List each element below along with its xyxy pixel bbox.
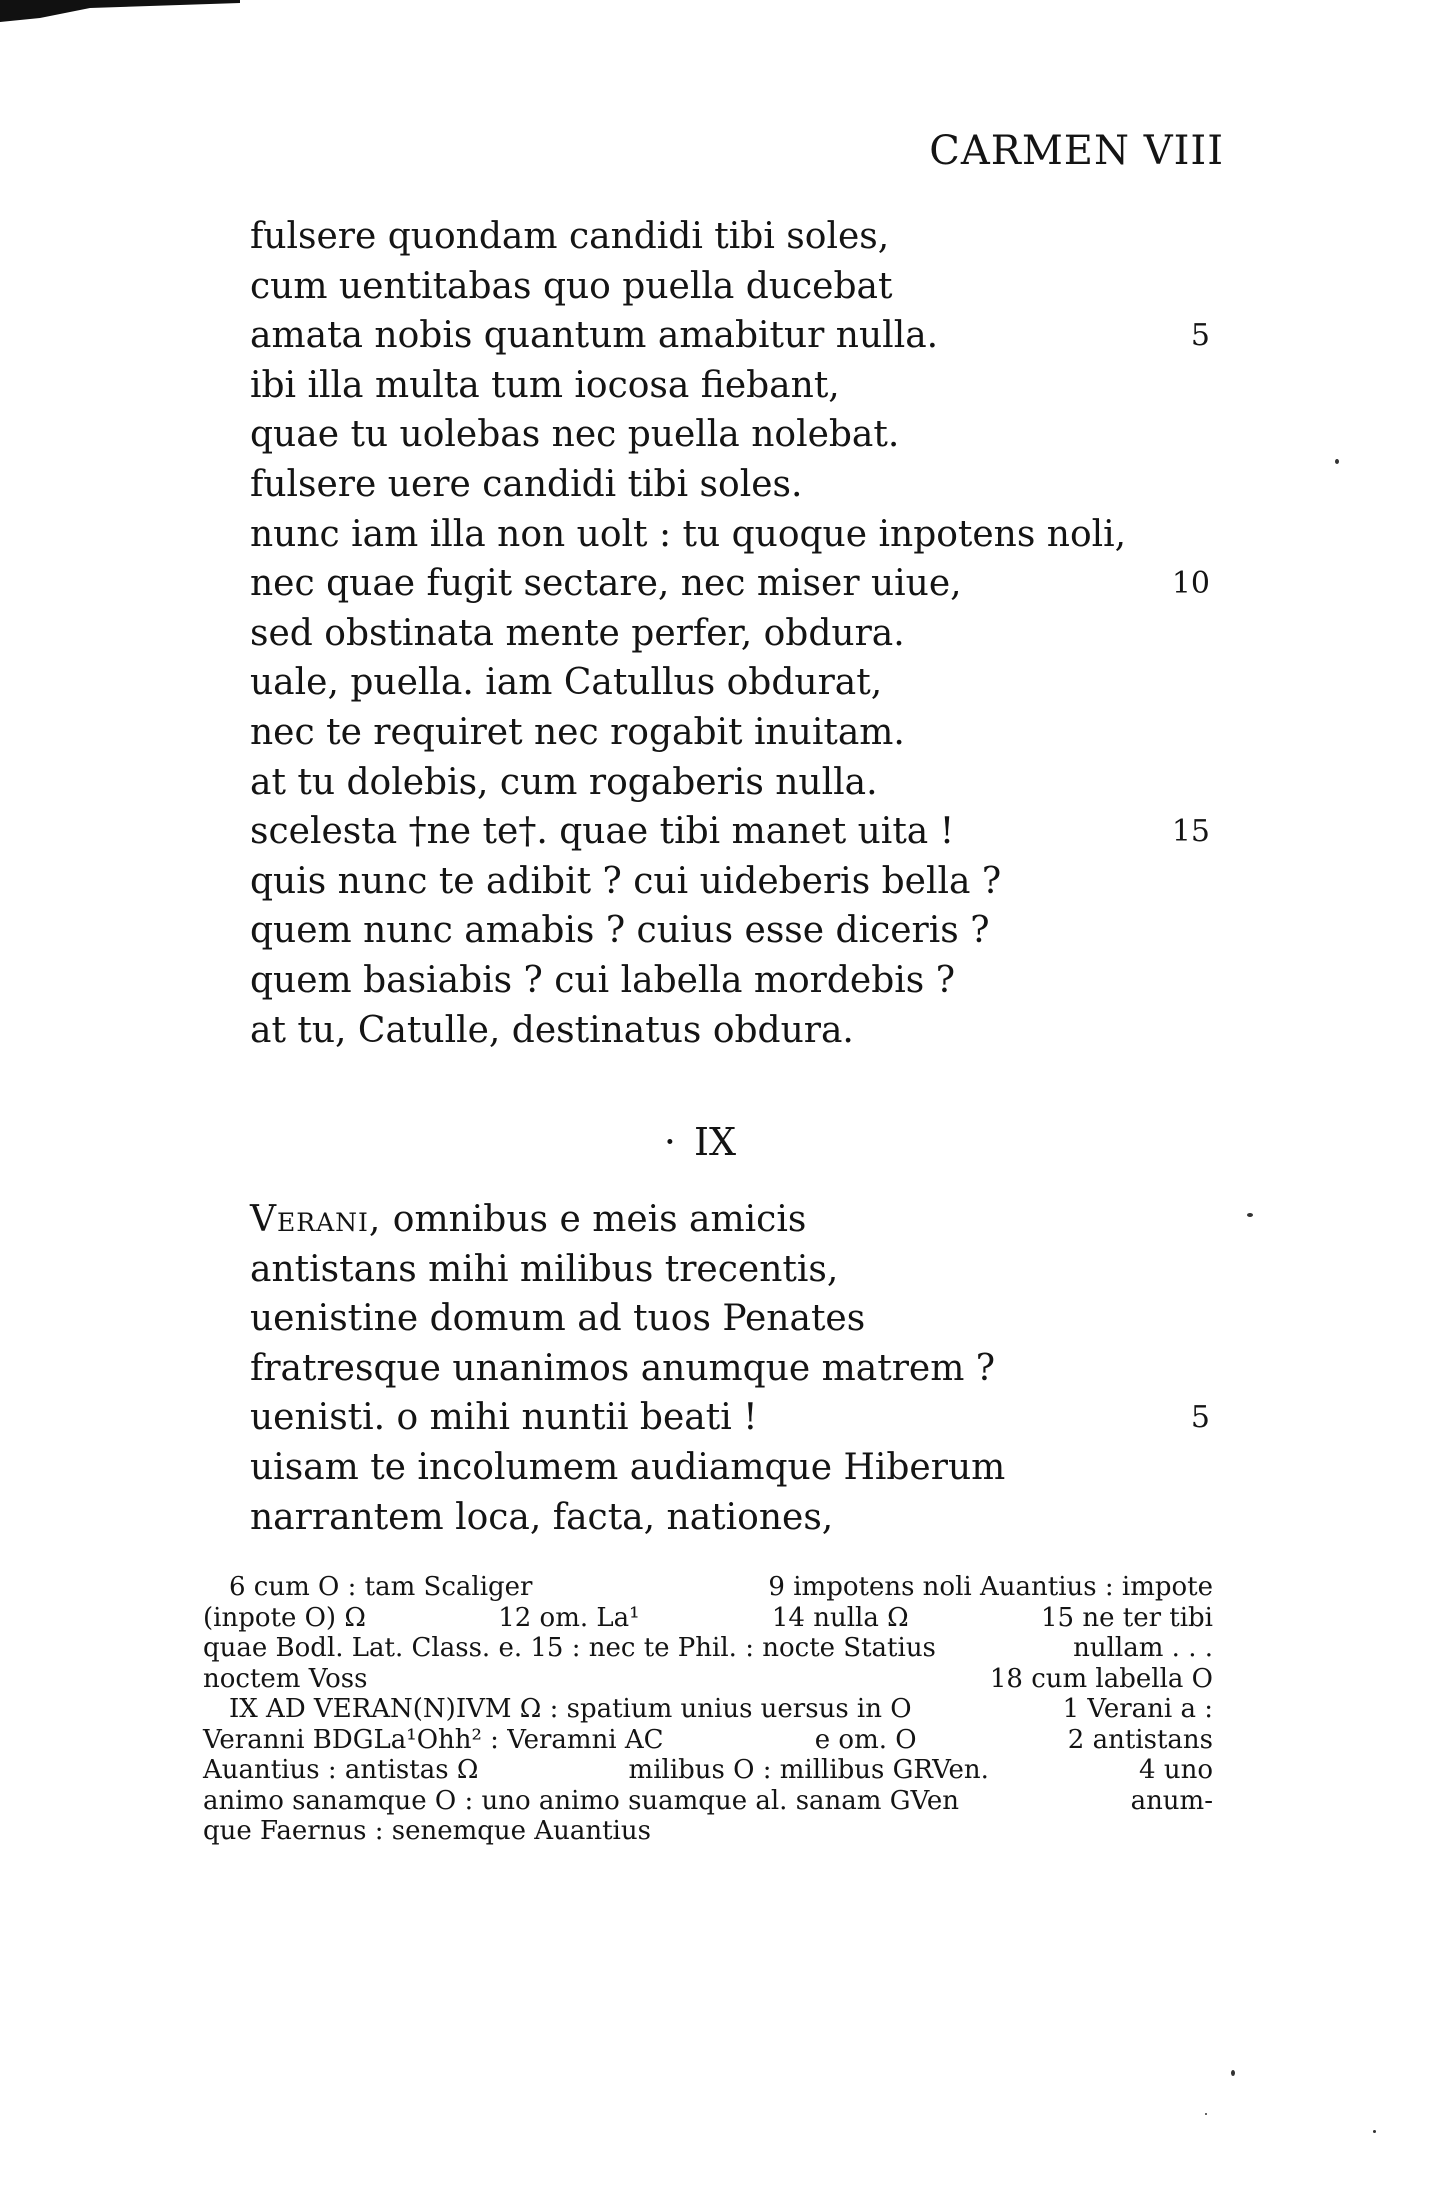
poem-heading-ix: [0, 1120, 1400, 1164]
apparatus-entry: 4 uno: [1139, 1755, 1213, 1785]
verse-line: [250, 262, 1210, 312]
verse-text: amata nobis quantum amabitur nulla.: [250, 315, 939, 357]
first-line-rest: omnibus e meis amicis: [392, 1199, 807, 1240]
verse-line: [250, 510, 1210, 560]
verse-text: quem nunc amabis ? cuius esse diceris ?: [250, 910, 990, 952]
verse-text: at tu dolebis, cum rogaberis nulla.: [250, 761, 878, 803]
verse-line: [250, 410, 1210, 460]
apparatus-entry: 18 cum labella O: [989, 1663, 1213, 1694]
apparatus-line: [203, 1755, 1213, 1786]
apparatus-line: [203, 1633, 1213, 1664]
line-number: 5: [1190, 1400, 1210, 1436]
verse-text: ibi illa multa tum iocosa fiebant,: [250, 364, 840, 406]
verse-text: nunc iam illa non uolt : tu quoque inpotens noli,: [250, 513, 1127, 555]
verse-text: quis nunc te adibit ? cui uideberis bella ?: [250, 860, 1002, 902]
verse-line: [250, 1344, 1210, 1394]
apparatus-line: [203, 1694, 1213, 1725]
verse-line: [250, 609, 1210, 659]
apparatus-entry: que Faernus : senemque Auantius: [203, 1816, 651, 1846]
scan-speck: [1335, 459, 1339, 464]
line-number: 15: [1171, 814, 1210, 850]
apparatus-line: [203, 1786, 1213, 1817]
verse-text: sed obstinata mente perfer, obdura.: [250, 612, 905, 654]
verse-line: [250, 1493, 1210, 1543]
carmen-viii-verses: [250, 212, 1210, 1055]
apparatus-entry: noctem Voss: [203, 1663, 368, 1694]
apparatus-entry: 15 ne ter tibi: [1041, 1602, 1213, 1633]
verse-text: fratresque unanimos anumque matrem ?: [250, 1347, 996, 1389]
verse-line: [250, 1245, 1210, 1295]
verse-text: fulsere quondam candidi tibi soles,: [250, 216, 890, 257]
verse-line: [250, 559, 1210, 609]
apparatus-entry: (inpote O) Ω: [203, 1602, 366, 1633]
line-number: 10: [1171, 566, 1210, 602]
apparatus-entry: nullam . . .: [1073, 1633, 1213, 1663]
apparatus-entry: 2 antistans: [1067, 1724, 1213, 1755]
running-head: CARMEN VIII: [929, 128, 1224, 174]
verse-line: [250, 708, 1210, 758]
verse-line: [250, 1393, 1210, 1443]
verse-text: quem basiabis ? cui labella mordebis ?: [250, 959, 956, 1001]
verse-text: nec quae fugit sectare, nec miser uiue,: [250, 563, 962, 605]
verse-line: [250, 1195, 1210, 1245]
scan-speck: [1373, 2130, 1376, 2133]
verse-line: [250, 311, 1210, 361]
verse-line: [250, 1294, 1210, 1344]
scan-corner-mark: [0, 0, 240, 22]
verse-line: [250, 460, 1210, 510]
verse-text: fulsere uere candidi tibi soles.: [250, 463, 803, 505]
apparatus-entry: e om. O: [814, 1724, 917, 1755]
verse-line: [250, 361, 1210, 411]
apparatus-entry: milibus O : millibus GRVen.: [628, 1755, 989, 1785]
apparatus-entry: 6 cum O : tam Scaliger: [229, 1572, 533, 1602]
heading-numeral: IX: [694, 1120, 737, 1164]
verse-text: narrantem loca, facta, nationes,: [250, 1496, 834, 1538]
apparatus-line: [203, 1664, 1213, 1695]
heading-dot: ·: [663, 1120, 676, 1164]
apparatus-entry: IX AD VERAN(N)IVM Ω : spatium unius uersus in O: [229, 1694, 912, 1724]
verse-line: [250, 807, 1210, 857]
apparatus-entry: 1 Verani a :: [1062, 1694, 1213, 1724]
verse-line: [250, 1443, 1210, 1493]
first-word-small-caps: Verani,: [250, 1199, 382, 1240]
apparatus-line: [203, 1816, 1213, 1847]
apparatus-entry: 12 om. La¹: [498, 1602, 640, 1633]
verse-text: uenistine domum ad tuos Penates: [250, 1298, 866, 1340]
verse-line: [250, 658, 1210, 708]
apparatus-line: [203, 1572, 1213, 1603]
verse-line: [250, 212, 1210, 262]
apparatus-entry: anum-: [1130, 1785, 1213, 1816]
verse-text: at tu, Catulle, destinatus obdura.: [250, 1009, 854, 1051]
scan-speck: [1205, 2113, 1207, 2115]
verse-text: quae tu uolebas nec puella nolebat.: [250, 414, 900, 456]
apparatus-entry: 14 nulla Ω: [771, 1602, 909, 1633]
line-number: 5: [1190, 318, 1210, 354]
verse-text: uenisti. o mihi nuntii beati !: [250, 1397, 758, 1439]
verse-line: [250, 1006, 1210, 1056]
verse-line: [250, 758, 1210, 808]
verse-text: nec te requiret nec rogabit inuitam.: [250, 711, 905, 753]
apparatus-criticus: [203, 1572, 1213, 1847]
verse-text: cum uentitabas quo puella ducebat: [250, 265, 893, 307]
carmen-ix-verses: [250, 1195, 1210, 1542]
apparatus-entry: animo sanamque O : uno animo suamque al. sanam GVen: [203, 1785, 959, 1816]
verse-line: [250, 857, 1210, 907]
scan-speck: [1247, 1213, 1253, 1217]
apparatus-entry: quae Bodl. Lat. Class. e. 15 : nec te Phil. : nocte Statius: [203, 1633, 936, 1663]
apparatus-entry: Auantius : antistas Ω: [203, 1755, 479, 1785]
apparatus-entry: 9 impotens noli Auantius : impote: [768, 1572, 1213, 1602]
apparatus-line: [203, 1725, 1213, 1756]
verse-text: uale, puella. iam Catullus obdurat,: [250, 662, 883, 704]
verse-text: scelesta †ne te†. quae tibi manet uita !: [250, 811, 955, 853]
verse-text: uisam te incolumem audiamque Hiberum: [250, 1446, 1006, 1488]
apparatus-viii: [203, 1572, 1213, 1694]
scan-speck: [1231, 2070, 1235, 2076]
apparatus-ix: [203, 1694, 1213, 1847]
verse-text: antistans mihi milibus trecentis,: [250, 1248, 839, 1290]
verse-line: [250, 906, 1210, 956]
apparatus-entry: Veranni BDGLa¹Ohh² : Veramni AC: [203, 1724, 664, 1755]
apparatus-line: [203, 1603, 1213, 1634]
verse-line: [250, 956, 1210, 1006]
